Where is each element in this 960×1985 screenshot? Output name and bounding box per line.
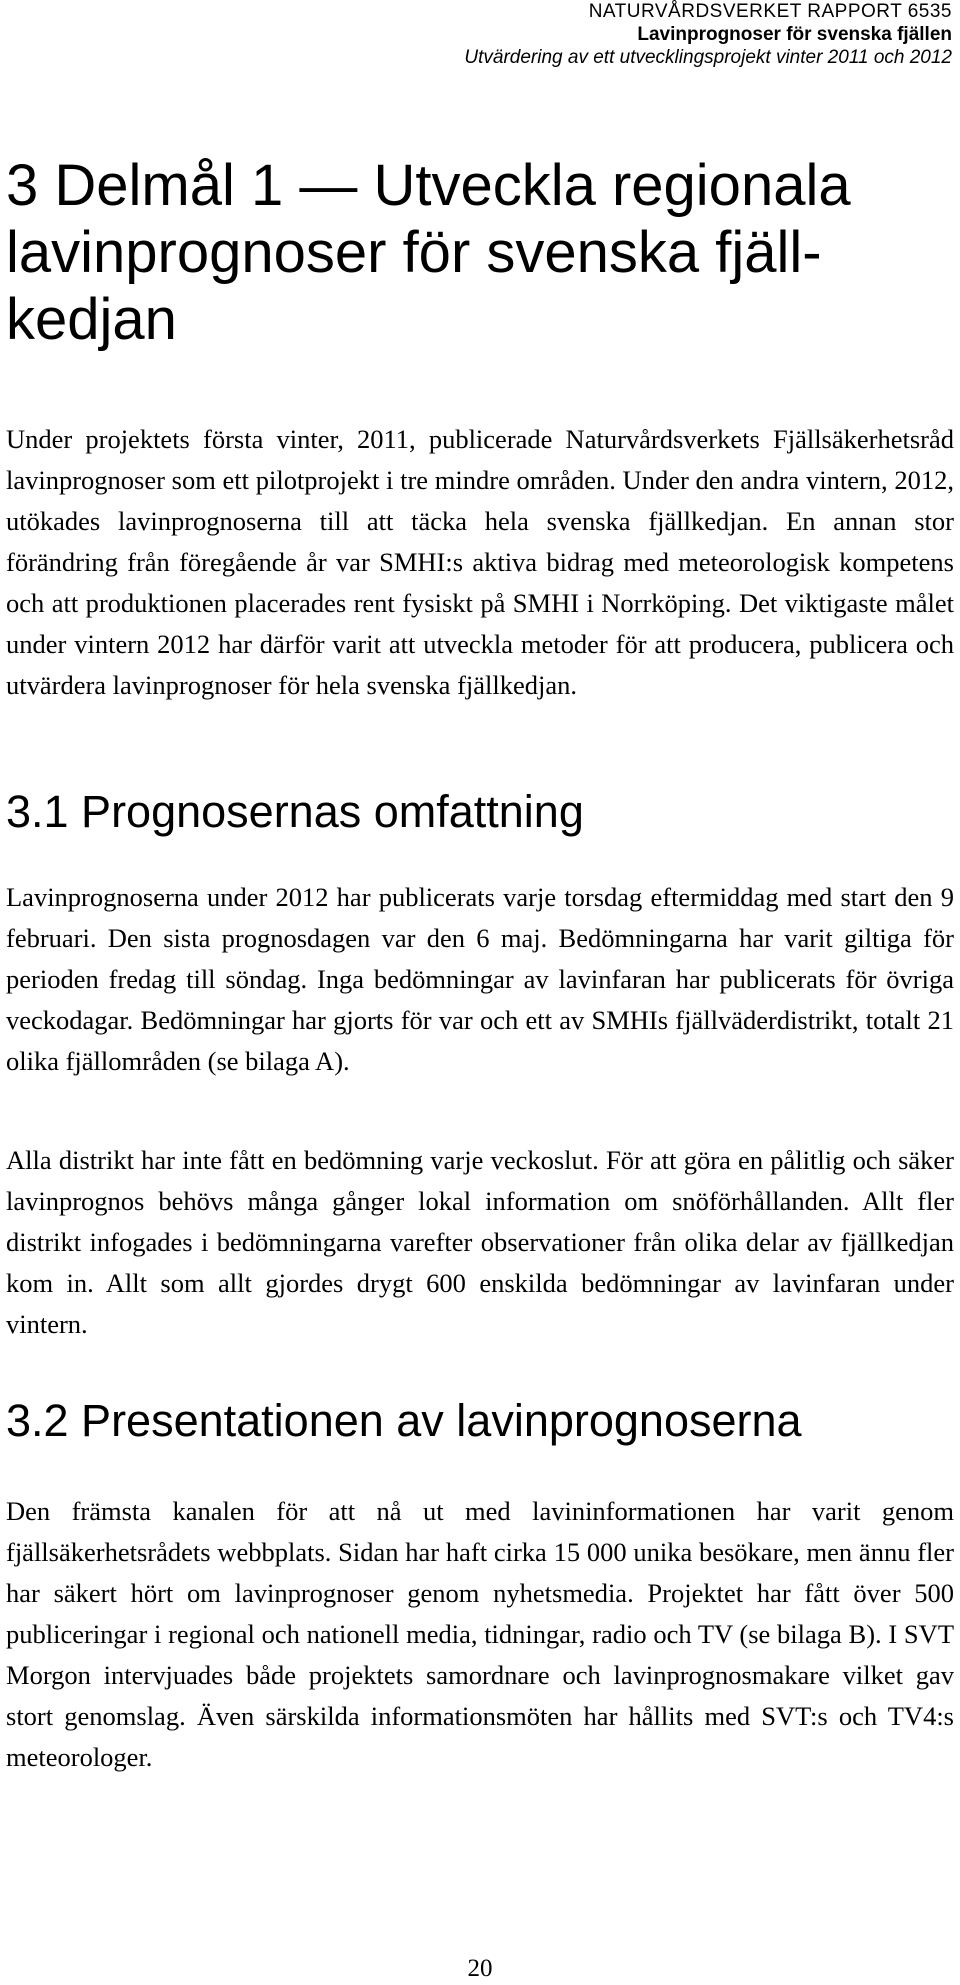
section-3-1-paragraph-2: Alla distrikt har inte fått en bedömning varje veckoslut. För att göra en pålitlig och säker lavinprognos behövs många gånger lokal information om snöförhållanden. Allt fler distrikt infogades i bedömningarna varefter observationer från olika delar av fjällkedjan kom in. Allt som allt gjordes drygt 600 enskilda bedömningar av lavinfaran under vintern.: [6, 1145, 954, 1339]
section-heading-3-1: 3.1 Prognosernas omfattning: [6, 786, 584, 837]
chapter-title: 3 Delmål 1 — Utveckla regionala lavinprognoser för svenska fjällkedjan: [6, 153, 851, 352]
running-header: [352, 0, 952, 69]
report-subtitle: Lavinprognoser för svenska fjällen: [637, 24, 952, 45]
section-heading-3-2: 3.2 Presentationen av lavinprognoserna: [6, 1395, 802, 1446]
section-3-2-paragraph-1: Den främsta kanalen för att nå ut med lavininformationen har varit genom fjällsäkerhetsrådets webbplats. Sidan har haft cirka 15 000 unika besökare, men ännu fler har säkert hört om lavinprognoser genom nyhetsmedia. Projektet har fått över 500 publiceringar i regional och nationell media, tidningar, radio och TV (se bilaga B). I SVT Morgon intervjuades både projektets samordnare och lavinprognosmakare vilket gav stort genomslag. Även särskilda informationsmöten har hållits med SVT:s och TV4:s meteorologer.: [6, 1496, 954, 1772]
report-description: Utvärdering av ett utvecklingsprojekt vinter 2011 och 2012: [464, 47, 952, 68]
page-number: 20: [467, 1955, 493, 1982]
chapter-intro-paragraph: Under projektets första vinter, 2011, publicerade Naturvårdsverkets Fjällsäkerhetsråd lavinprognoser som ett pilotprojekt i tre mindre områden. Under den andra vintern, 2012, utökades lavinprognoserna till att täcka hela svenska fjällkedjan. En annan stor förändring från föregående år var SMHI:s aktiva bidrag med meteorologisk kompetens och att produktionen placerades rent fysiskt på SMHI i Norrköping. Det viktigaste målet under vintern 2012 har därför varit att utveckla metoder för att producera, publicera och utvärdera lavinprognoser för hela svenska fjällkedjan.: [6, 424, 954, 700]
report-series: NATURVÅRDSVERKET RAPPORT 6535: [588, 1, 952, 22]
section-3-1-paragraph-1: Lavinprognoserna under 2012 har publicerats varje torsdag eftermiddag med start den 9 februari. Den sista prognosdagen var den 6 maj. Bedömningarna har varit giltiga för perioden fredag till söndag. Inga bedömningar av lavinfaran har publicerats för övriga veckodagar. Bedömningar har gjorts för var och ett av SMHIs fjällväderdistrikt, totalt 21 olika fjällområden (se bilaga A).: [6, 882, 954, 1076]
